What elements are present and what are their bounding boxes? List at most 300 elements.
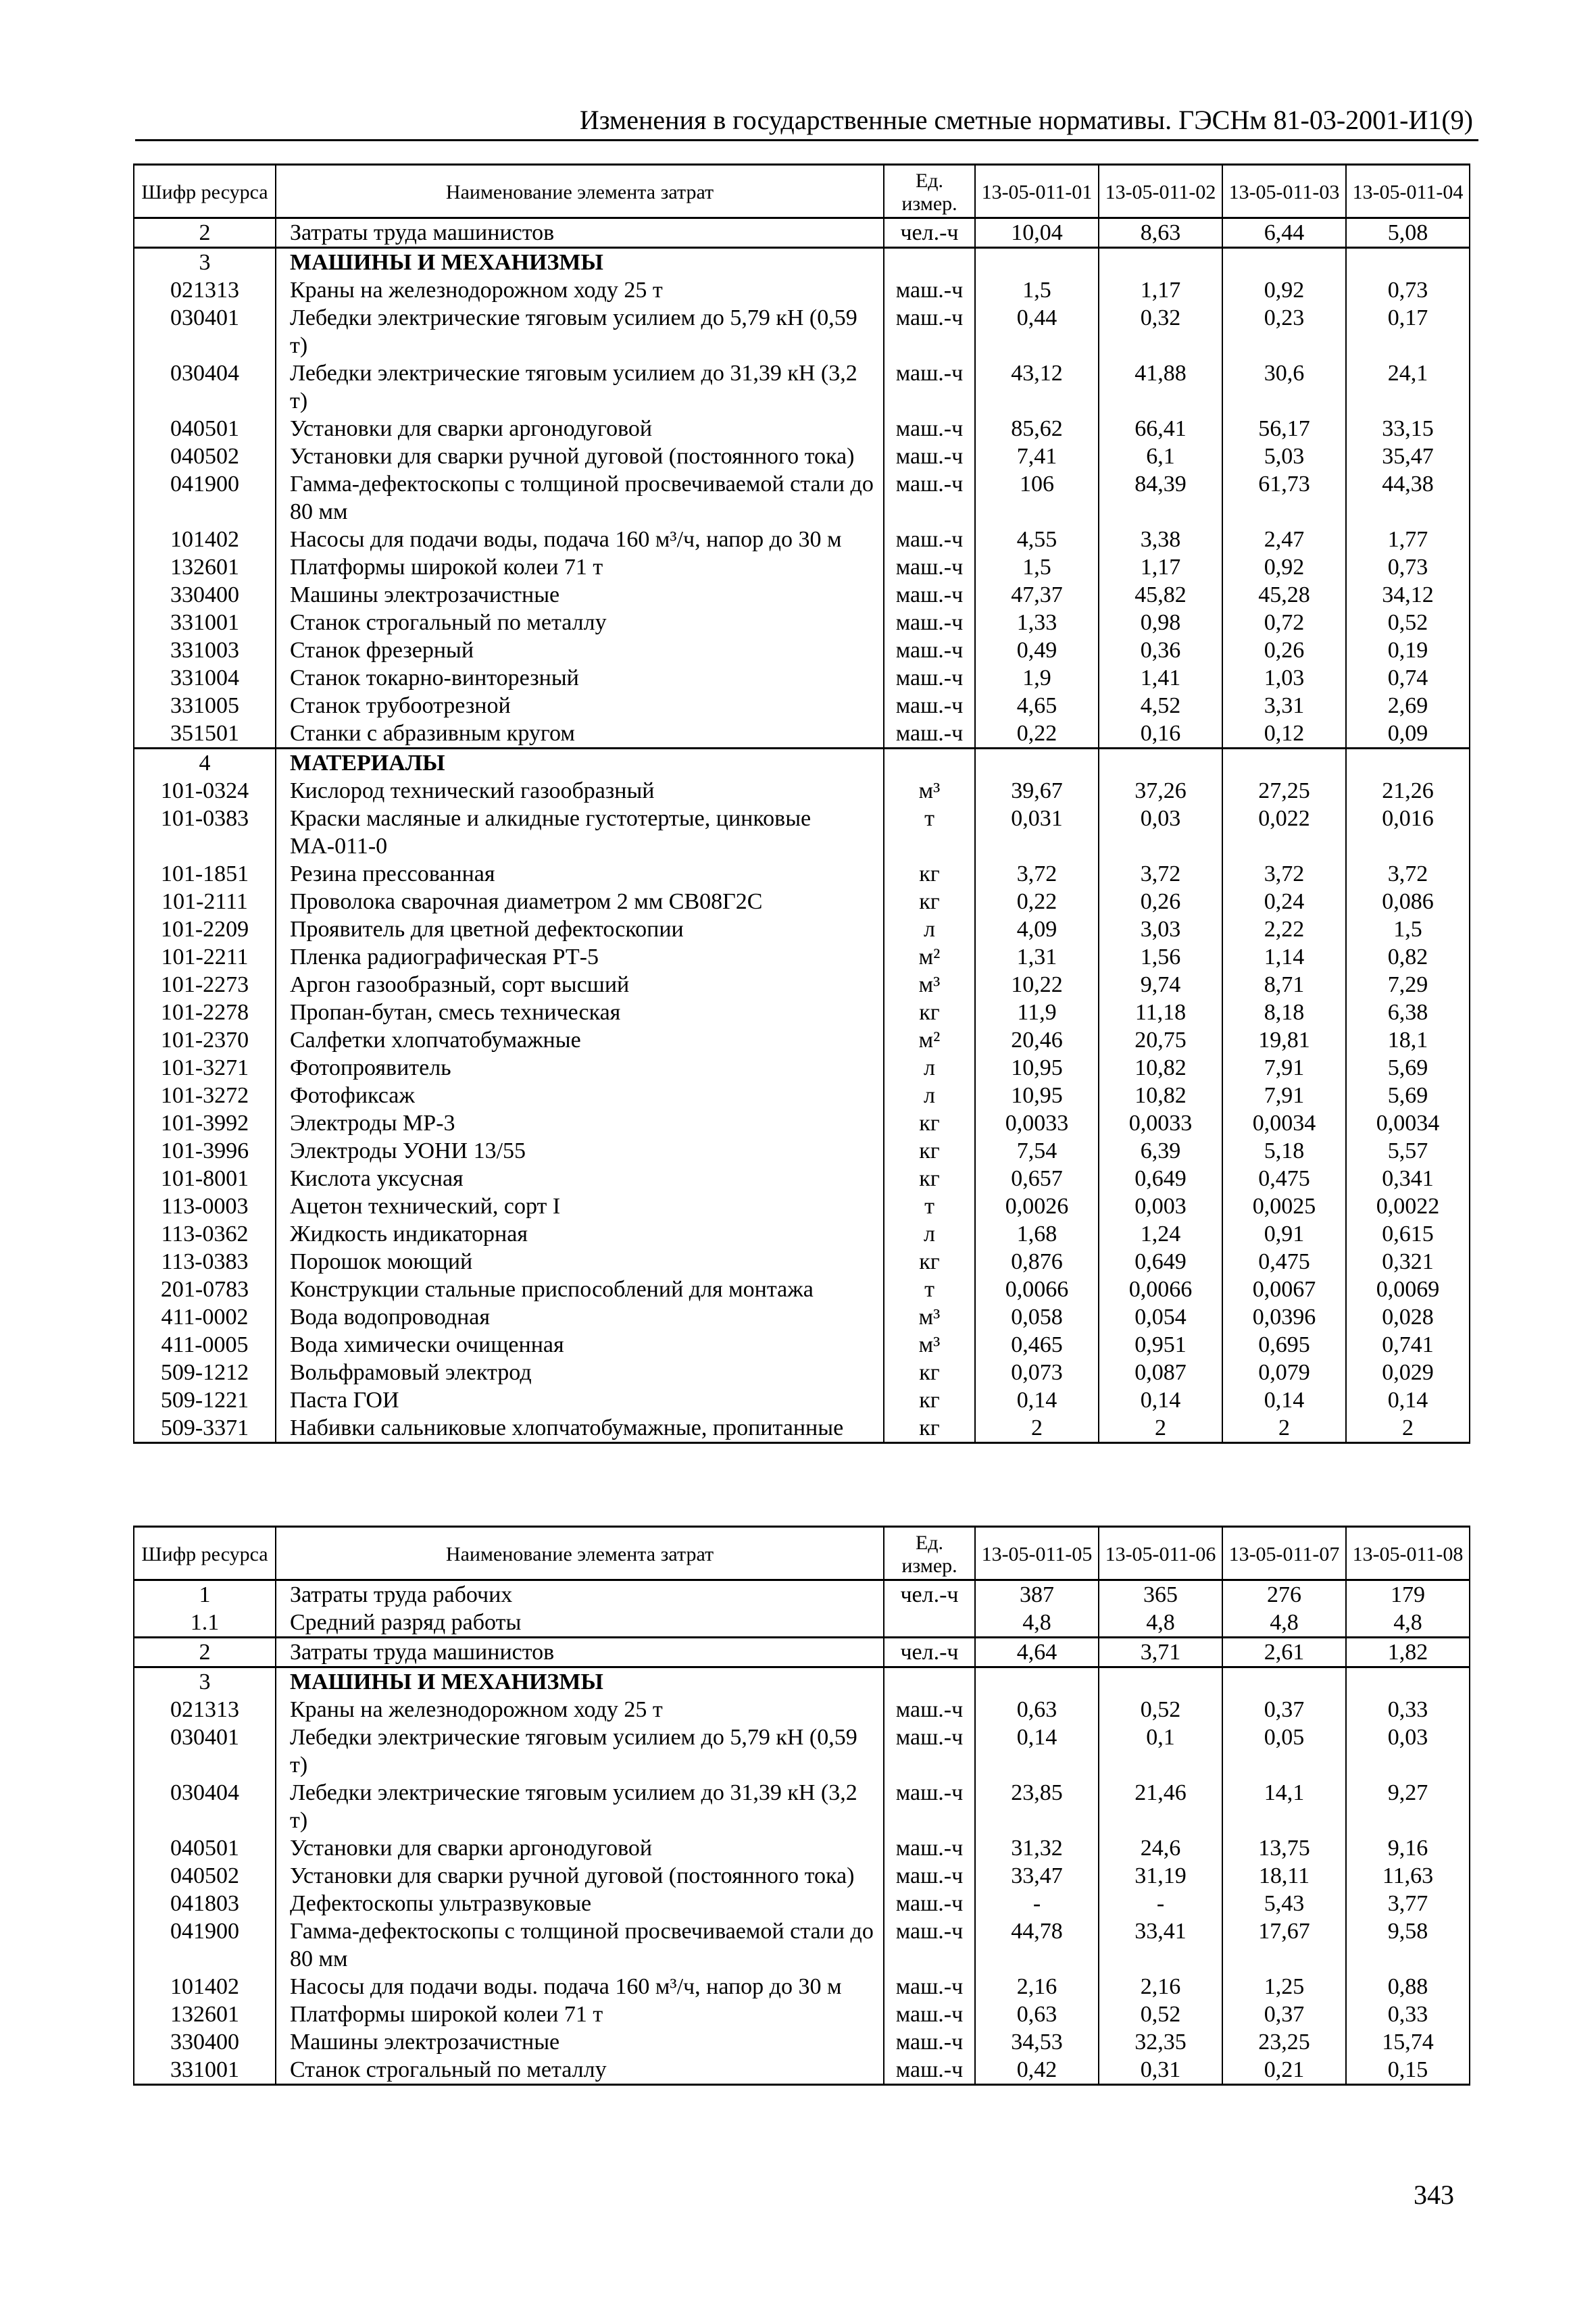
norm-value: 0,475 [1222,1165,1346,1192]
norm-value: 0,31 [1099,2056,1222,2085]
resource-name: Салфетки хлопчатобумажные [276,1026,884,1054]
header-unit: Ед. измер. [884,165,975,218]
norm-value: 23,25 [1222,2028,1346,2056]
norm-value: 0,98 [1099,609,1222,636]
norm-value: 13,75 [1222,1834,1346,1862]
norm-value: 10,22 [975,971,1099,999]
header-code: Шифр ресурса [134,1527,276,1580]
norm-value: 45,82 [1099,581,1222,609]
norm-value [1346,1667,1470,1696]
norm-value: 3,72 [1099,860,1222,888]
table-row [134,1192,1470,1220]
unit-cell: кг [884,1248,975,1276]
norm-value: 11,9 [975,999,1099,1026]
unit-cell: маш.-ч [884,415,975,443]
unit-cell: кг [884,1137,975,1165]
unit-cell: маш.-ч [884,2001,975,2028]
norm-value: 0,22 [975,888,1099,915]
norm-value: 5,69 [1346,1082,1470,1109]
norm-value: 1,17 [1099,553,1222,581]
resource-code: 101-3272 [134,1082,276,1109]
resource-code: 113-0362 [134,1220,276,1248]
table-row [134,1386,1470,1414]
unit-cell: маш.-ч [884,359,975,415]
resource-code: 2 [134,1638,276,1667]
unit-cell: т [884,1192,975,1220]
norm-value: 1,9 [975,664,1099,692]
resource-code: 1 [134,1580,276,1609]
norm-value: 10,95 [975,1082,1099,1109]
norm-value: 0,24 [1222,888,1346,915]
unit-cell [884,1609,975,1638]
norm-value: 4,64 [975,1638,1099,1667]
norm-value: 1,56 [1099,943,1222,971]
unit-cell: м² [884,1026,975,1054]
norm-value [1222,749,1346,778]
norm-value [1099,749,1222,778]
table-row [134,1165,1470,1192]
norm-value: 1,14 [1222,943,1346,971]
norm-value: 0,079 [1222,1359,1346,1386]
norm-value: 0,022 [1222,805,1346,860]
unit-cell: л [884,915,975,943]
table-body-1 [134,218,1470,1443]
norm-value: 0,92 [1222,553,1346,581]
unit-cell: маш.-ч [884,692,975,720]
resource-code: 101-2278 [134,999,276,1026]
unit-cell: кг [884,1359,975,1386]
resource-name: Набивки сальниковые хлопчатобумажные, пропитанные [276,1414,884,1443]
norm-value: 0,32 [1099,304,1222,359]
unit-cell: маш.-ч [884,664,975,692]
table-row [134,1609,1470,1638]
norm-value: 2,22 [1222,915,1346,943]
norm-value: 0,63 [975,2001,1099,2028]
unit-cell: кг [884,1386,975,1414]
resource-name: Гамма-дефектоскопы с толщиной просвечиваемой стали до 80 мм [276,470,884,526]
resource-name: Краски масляные и алкидные густотертые, цинковые МА-011-0 [276,805,884,860]
norm-value: 61,73 [1222,470,1346,526]
table-row [134,1414,1470,1443]
norm-value: 33,47 [975,1862,1099,1890]
norm-value: - [975,1890,1099,1917]
unit-cell: маш.-ч [884,1890,975,1917]
norm-value: 0,0022 [1346,1192,1470,1220]
resource-name: Электроды МР-3 [276,1109,884,1137]
resource-code: 040501 [134,1834,276,1862]
norm-value: 84,39 [1099,470,1222,526]
table-row [134,1082,1470,1109]
table-row [134,971,1470,999]
norm-value: 0,657 [975,1165,1099,1192]
norm-value: 3,72 [975,860,1099,888]
norm-value: 2 [1346,1414,1470,1443]
table-row [134,1137,1470,1165]
norm-value: 11,63 [1346,1862,1470,1890]
norm-value [1099,248,1222,277]
norm-value: 2,16 [1099,1973,1222,2001]
resource-name: Резина прессованная [276,860,884,888]
norm-value: 0,0034 [1222,1109,1346,1137]
unit-cell: м³ [884,1331,975,1359]
resource-name: Пропан-бутан, смесь техническая [276,999,884,1026]
resource-name: Лебедки электрические тяговым усилием до 31,39 кН (3,2 т) [276,1779,884,1834]
norm-value: 0,321 [1346,1248,1470,1276]
unit-cell: маш.-ч [884,276,975,304]
resource-name: Лебедки электрические тяговым усилием до 31,39 кН (3,2 т) [276,359,884,415]
resource-table-2 [133,1526,1470,2086]
norm-value: 10,82 [1099,1082,1222,1109]
unit-cell: л [884,1082,975,1109]
unit-cell: маш.-ч [884,609,975,636]
norm-value: 0,0069 [1346,1276,1470,1303]
norm-value: 2 [1222,1414,1346,1443]
norm-value: 3,77 [1346,1890,1470,1917]
unit-cell: маш.-ч [884,443,975,470]
header-unit: Ед. измер. [884,1527,975,1580]
resource-name: Жидкость индикаторная [276,1220,884,1248]
resource-name: Машины электрозачистные [276,581,884,609]
unit-cell: кг [884,860,975,888]
norm-value: 0,14 [1099,1386,1222,1414]
norm-value: 0,0396 [1222,1303,1346,1331]
header-norm-3: 13-05-011-03 [1222,165,1346,218]
norm-value: 37,26 [1099,777,1222,805]
resource-name: Платформы широкой колеи 71 т [276,553,884,581]
norm-value: 17,67 [1222,1917,1346,1973]
resource-name: Насосы для подачи воды, подача 160 м³/ч, напор до 30 м [276,526,884,553]
norm-value: 7,29 [1346,971,1470,999]
norm-value: 1,17 [1099,276,1222,304]
norm-value: 0,23 [1222,304,1346,359]
table-row [134,1973,1470,2001]
norm-value: 0,031 [975,805,1099,860]
resource-code: 041900 [134,1917,276,1973]
norm-value: 0,03 [1099,805,1222,860]
norm-value: 0,951 [1099,1331,1222,1359]
section-title: МАШИНЫ И МЕХАНИЗМЫ [276,1667,884,1696]
table-row [134,1248,1470,1276]
norm-value: 0,0025 [1222,1192,1346,1220]
norm-value: 0,05 [1222,1724,1346,1779]
norm-value: 1,82 [1346,1638,1470,1667]
section-title: МАТЕРИАЛЫ [276,749,884,778]
table-row [134,915,1470,943]
norm-value: 18,11 [1222,1862,1346,1890]
norm-value: 2,47 [1222,526,1346,553]
resource-code: 509-1221 [134,1386,276,1414]
norm-value: 33,15 [1346,415,1470,443]
norm-value: 0,14 [975,1724,1099,1779]
resource-code: 132601 [134,2001,276,2028]
norm-value: 0,058 [975,1303,1099,1331]
norm-value: 39,67 [975,777,1099,805]
norm-value: 1,03 [1222,664,1346,692]
norm-value: 0,52 [1346,609,1470,636]
table-row [134,1359,1470,1386]
header-norm-2: 13-05-011-02 [1099,165,1222,218]
norm-value: 1,5 [1346,915,1470,943]
norm-value: 0,649 [1099,1165,1222,1192]
norm-value: 0,341 [1346,1165,1470,1192]
unit-cell: м³ [884,1303,975,1331]
resource-code: 113-0383 [134,1248,276,1276]
norm-value: 0,21 [1222,2056,1346,2085]
table-row [134,470,1470,526]
norm-value: 0,876 [975,1248,1099,1276]
table-row [134,805,1470,860]
table-row [134,2028,1470,2056]
norm-value: 6,38 [1346,999,1470,1026]
table-row [134,1890,1470,1917]
norm-value [1222,1667,1346,1696]
norm-value: 0,615 [1346,1220,1470,1248]
norm-value: 0,49 [975,636,1099,664]
page-number: 343 [1414,2180,1454,2210]
norm-value: 0,0066 [1099,1276,1222,1303]
table-row [134,276,1470,304]
header-code: Шифр ресурса [134,165,276,218]
norm-value: 0,0034 [1346,1109,1470,1137]
table-row [134,581,1470,609]
resource-name: Краны на железнодорожном ходу 25 т [276,1696,884,1724]
norm-value: 0,16 [1099,720,1222,749]
norm-value: 11,18 [1099,999,1222,1026]
norm-value: 18,1 [1346,1026,1470,1054]
norm-value: 8,71 [1222,971,1346,999]
resource-name: Средний разряд работы [276,1609,884,1638]
table-row [134,1696,1470,1724]
norm-value [1222,248,1346,277]
table-row [134,218,1470,248]
norm-value: 4,52 [1099,692,1222,720]
table-header-row [134,1527,1470,1580]
resource-name: Затраты труда рабочих [276,1580,884,1609]
norm-value: 0,0066 [975,1276,1099,1303]
norm-value: 0,92 [1222,276,1346,304]
norm-value: 0,695 [1222,1331,1346,1359]
norm-value: 0,029 [1346,1359,1470,1386]
norm-value: 0,74 [1346,664,1470,692]
resource-name: Установки для сварки ручной дуговой (постоянного тока) [276,443,884,470]
resource-code: 101-2111 [134,888,276,915]
norm-value: 1,31 [975,943,1099,971]
norm-value: 85,62 [975,415,1099,443]
norm-value: 276 [1222,1580,1346,1609]
norm-value: 2,16 [975,1973,1099,2001]
unit-cell: маш.-ч [884,636,975,664]
norm-value: 0,63 [975,1696,1099,1724]
norm-value: 7,41 [975,443,1099,470]
resource-code: 021313 [134,1696,276,1724]
norm-value: 41,88 [1099,359,1222,415]
norm-value: 0,36 [1099,636,1222,664]
resource-name: Станок строгальный по металлу [276,609,884,636]
unit-cell: маш.-ч [884,2028,975,2056]
norm-value: 5,03 [1222,443,1346,470]
norm-value: 32,35 [1099,2028,1222,2056]
table-row [134,943,1470,971]
norm-value: 21,46 [1099,1779,1222,1834]
page-header: Изменения в государственные сметные нормативы. ГЭСНм 81-03-2001-И1(9) [135,101,1478,141]
resource-code: 330400 [134,2028,276,2056]
resource-code: 1.1 [134,1609,276,1638]
norm-value: 43,12 [975,359,1099,415]
resource-code: 101402 [134,1973,276,2001]
unit-cell: чел.-ч [884,1580,975,1609]
norm-value: 0,649 [1099,1248,1222,1276]
norm-value: 5,43 [1222,1890,1346,1917]
norm-value: 7,91 [1222,1082,1346,1109]
table-row [134,1220,1470,1248]
unit-cell [884,1667,975,1696]
norm-value: 0,33 [1346,2001,1470,2028]
table-row [134,526,1470,553]
resource-name: Конструкции стальные приспособлений для монтажа [276,1276,884,1303]
resource-name: Вода химически очищенная [276,1331,884,1359]
norm-value: 7,54 [975,1137,1099,1165]
norm-value: 0,37 [1222,2001,1346,2028]
norm-value: 3,72 [1222,860,1346,888]
table-row [134,1779,1470,1834]
header-norm-4: 13-05-011-04 [1346,165,1470,218]
norm-value: 4,09 [975,915,1099,943]
unit-cell: т [884,805,975,860]
resource-name: Фотофиксаж [276,1082,884,1109]
table-row [134,860,1470,888]
table-row [134,888,1470,915]
norm-value: 0,42 [975,2056,1099,2085]
norm-value: 106 [975,470,1099,526]
norm-value: 0,0033 [1099,1109,1222,1137]
norm-value: 3,38 [1099,526,1222,553]
norm-value [1346,248,1470,277]
header-norm-6: 13-05-011-06 [1099,1527,1222,1580]
unit-cell: маш.-ч [884,1917,975,1973]
norm-value: 24,6 [1099,1834,1222,1862]
resource-code: 509-3371 [134,1414,276,1443]
norm-value: 0,73 [1346,276,1470,304]
unit-cell: кг [884,1109,975,1137]
norm-value: 0,03 [1346,1724,1470,1779]
resource-name: Гамма-дефектоскопы с толщиной просвечиваемой стали до 80 мм [276,1917,884,1973]
unit-cell: маш.-ч [884,2056,975,2085]
unit-cell: кг [884,1414,975,1443]
table-row [134,609,1470,636]
norm-value: 0,26 [1099,888,1222,915]
norm-value: 9,27 [1346,1779,1470,1834]
norm-value: 4,8 [1346,1609,1470,1638]
norm-value: 47,37 [975,581,1099,609]
resource-name: Станок строгальный по металлу [276,2056,884,2085]
norm-value: 14,1 [1222,1779,1346,1834]
resource-name: Электроды УОНИ 13/55 [276,1137,884,1165]
unit-cell: м³ [884,971,975,999]
norm-value: 0,475 [1222,1248,1346,1276]
resource-name: Проявитель для цветной дефектоскопии [276,915,884,943]
norm-value: 0,054 [1099,1303,1222,1331]
resource-code: 101-0324 [134,777,276,805]
table-row [134,1109,1470,1137]
norm-value: 1,33 [975,609,1099,636]
norm-value: 5,57 [1346,1137,1470,1165]
unit-cell: м³ [884,777,975,805]
norm-value: 179 [1346,1580,1470,1609]
norm-value: 0,12 [1222,720,1346,749]
resource-name: Затраты труда машинистов [276,1638,884,1667]
unit-cell: маш.-ч [884,720,975,749]
norm-value: 15,74 [1346,2028,1470,2056]
norm-value: 21,26 [1346,777,1470,805]
norm-value: 3,72 [1346,860,1470,888]
table-row [134,304,1470,359]
resource-code: 101-2370 [134,1026,276,1054]
resource-name: Фотопроявитель [276,1054,884,1082]
resource-code: 411-0005 [134,1331,276,1359]
resource-name: Платформы широкой колеи 71 т [276,2001,884,2028]
norm-value: 6,39 [1099,1137,1222,1165]
norm-value: 0,72 [1222,609,1346,636]
section-title: МАШИНЫ И МЕХАНИЗМЫ [276,248,884,277]
norm-value: 1,77 [1346,526,1470,553]
norm-value: 4,8 [1099,1609,1222,1638]
header-norm-5: 13-05-011-05 [975,1527,1099,1580]
table-row [134,1054,1470,1082]
unit-cell: л [884,1054,975,1082]
resource-code: 101402 [134,526,276,553]
resource-code: 101-3996 [134,1137,276,1165]
unit-cell: м² [884,943,975,971]
norm-value: 9,74 [1099,971,1222,999]
resource-code: 041900 [134,470,276,526]
norm-value: 0,19 [1346,636,1470,664]
norm-value: 0,52 [1099,2001,1222,2028]
norm-value: 4,8 [975,1609,1099,1638]
table-row [134,636,1470,664]
unit-cell: кг [884,888,975,915]
resource-code: 101-2211 [134,943,276,971]
norm-value: 0,0067 [1222,1276,1346,1303]
resource-name: Установки для сварки аргонодуговой [276,1834,884,1862]
table-row [134,1638,1470,1667]
resource-code: 331001 [134,609,276,636]
norm-value: 35,47 [1346,443,1470,470]
norm-value: 8,63 [1099,218,1222,248]
resource-name: Машины электрозачистные [276,2028,884,2056]
resource-name: Кислород технический газообразный [276,777,884,805]
norm-value: 1,5 [975,276,1099,304]
resource-name: Лебедки электрические тяговым усилием до 5,79 кН (0,59 т) [276,304,884,359]
resource-code: 101-3271 [134,1054,276,1082]
norm-value: 3,03 [1099,915,1222,943]
resource-name: Вода водопроводная [276,1303,884,1331]
norm-value: 0,88 [1346,1973,1470,2001]
table-body-2 [134,1580,1470,2085]
unit-cell: маш.-ч [884,1779,975,1834]
norm-value: 4,8 [1222,1609,1346,1638]
norm-value: 8,18 [1222,999,1346,1026]
resource-code: 040502 [134,1862,276,1890]
norm-value: 4,55 [975,526,1099,553]
norm-value: 1,41 [1099,664,1222,692]
table-row [134,1276,1470,1303]
resource-name: Порошок моющий [276,1248,884,1276]
table-row [134,720,1470,749]
table-row [134,664,1470,692]
norm-value: 23,85 [975,1779,1099,1834]
unit-cell: кг [884,1165,975,1192]
norm-value: 5,69 [1346,1054,1470,1082]
